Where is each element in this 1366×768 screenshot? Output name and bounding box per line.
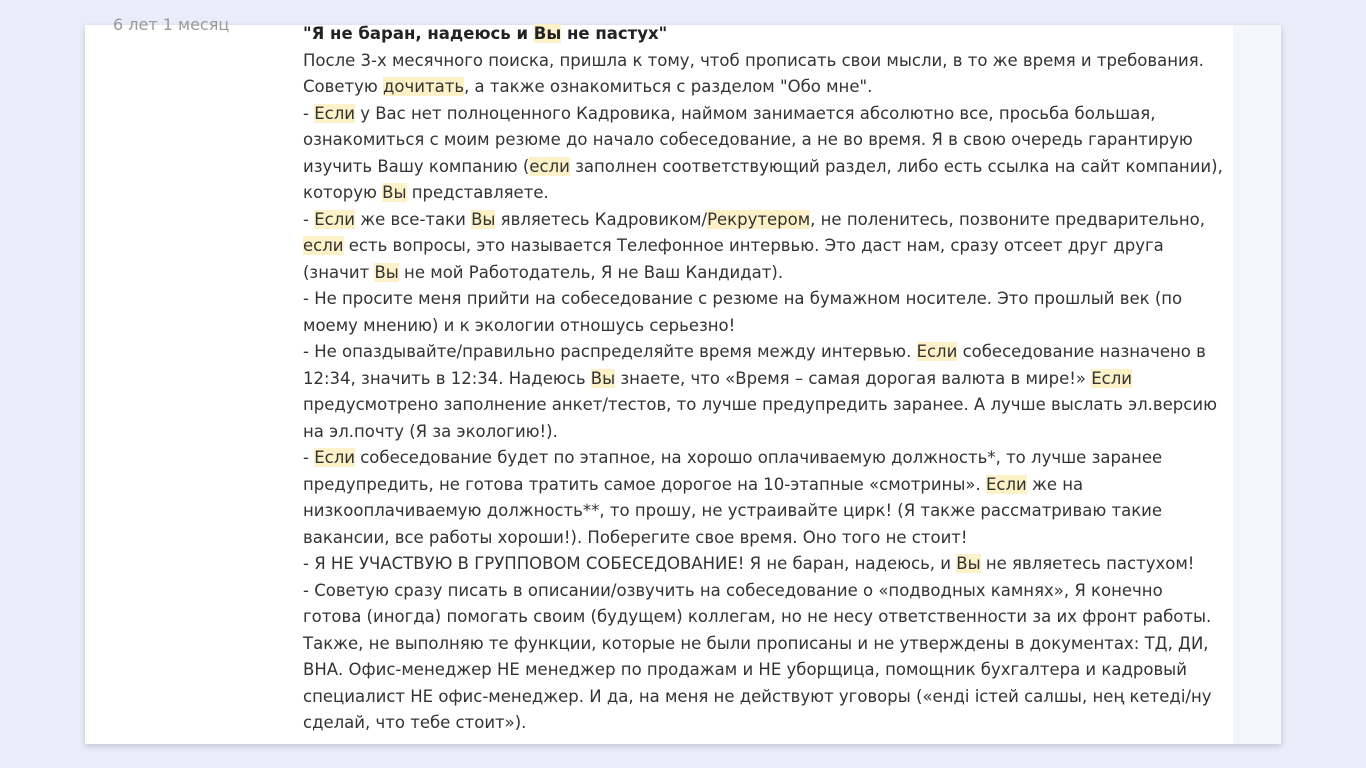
text-segment: Советую bbox=[303, 77, 384, 96]
text-segment: (значит bbox=[303, 262, 375, 282]
resume-card bbox=[85, 15, 1281, 744]
text-segment: Также, не выполняю те функции, которые не были прописаны и не утверждены в документах: ТД, ДИ, bbox=[303, 633, 1209, 653]
search-highlight: Если bbox=[1091, 368, 1133, 388]
text-segment: специалист НЕ офис-менеджер. И да, на меня не действуют уговоры («енді істей салшы, нең кетеді/ну bbox=[303, 686, 1212, 706]
text-line bbox=[303, 631, 1209, 658]
text-segment: не являетесь пастухом! bbox=[980, 554, 1195, 573]
text-line bbox=[303, 445, 1203, 472]
text-line bbox=[303, 313, 1203, 340]
text-segment: готова (иногда) помогать своим (будущем) коллегам, но не несу ответственности за их фронт работы. bbox=[303, 607, 1212, 626]
text-segment: После 3-х месячного поиска, пришла к тому, чтоб прописать свои мысли, в то же время и требования. bbox=[303, 50, 1204, 70]
search-highlight: Если bbox=[314, 103, 355, 123]
search-highlight: Вы bbox=[956, 554, 981, 573]
text-segment: "Я не баран, надеюсь и bbox=[303, 24, 534, 43]
text-segment: являетесь Кадровиком/ bbox=[495, 209, 708, 229]
text-segment: - Советую сразу писать в описании/озвучить на собеседование о «подводных камнях», Я конечно bbox=[303, 580, 1163, 600]
text-segment: представляете. bbox=[406, 183, 549, 202]
text-line bbox=[303, 48, 1203, 75]
text-segment: - Не опаздывайте/правильно распределяйте время между интервью. bbox=[303, 342, 917, 361]
search-highlight: Если bbox=[314, 209, 355, 229]
text-line bbox=[303, 525, 1203, 552]
search-highlight: Если bbox=[314, 448, 355, 467]
search-highlight: Рекрутером bbox=[707, 209, 811, 229]
text-segment: сделай, что тебе стоит»). bbox=[303, 713, 527, 732]
experience-duration: 6 лет 1 месяц bbox=[113, 15, 230, 34]
text-segment: - bbox=[303, 448, 315, 467]
text-segment: знаете, что «Время – самая дорогая валюта в мире!» bbox=[615, 368, 1092, 388]
search-highlight: Если bbox=[985, 474, 1027, 494]
text-line bbox=[303, 498, 1203, 525]
search-highlight: Вы bbox=[590, 368, 616, 388]
text-line bbox=[303, 710, 1203, 737]
text-line bbox=[303, 339, 1206, 366]
text-segment: собеседование назначено в bbox=[957, 342, 1206, 361]
text-line bbox=[303, 154, 1223, 181]
text-line bbox=[303, 419, 1203, 446]
text-segment: вакансии, все работы хороши!). Поберегите свое время. Оно того не стоит! bbox=[303, 527, 968, 547]
text-segment: же на bbox=[1026, 474, 1084, 494]
text-segment: , а также ознакомиться с разделом "Обо мне". bbox=[464, 77, 873, 96]
text-line bbox=[303, 180, 1203, 207]
search-highlight: Вы bbox=[471, 209, 496, 229]
text-segment: которую bbox=[303, 183, 383, 202]
search-highlight: Вы bbox=[533, 24, 562, 43]
text-segment: 12:34, значить в 12:34. Надеюсь bbox=[303, 368, 591, 388]
text-segment: - bbox=[303, 209, 315, 229]
text-line bbox=[303, 101, 1203, 128]
text-segment: ВНА. Офис-менеджер НЕ менеджер по продажам и НЕ уборщица, помощник бухгалтера и кадровый bbox=[303, 660, 1187, 679]
text-segment: у Вас нет полноценного Кадровика, наймом занимается абсолютно все, просьба большая, bbox=[354, 103, 1156, 123]
text-segment: собеседование будет по этапное, на хорошо оплачиваемую должность*, то лучше заранее bbox=[354, 448, 1163, 467]
text-segment: - Я НЕ УЧАСТВУЮ В ГРУППОВОМ СОБЕСЕДОВАНИЕ! Я не баран, надеюсь, и bbox=[303, 554, 957, 573]
text-line bbox=[303, 260, 1203, 287]
text-segment: - bbox=[303, 103, 315, 123]
text-line bbox=[303, 286, 1203, 313]
text-segment: моему мнению) и к экологии отношусь серьезно! bbox=[303, 315, 736, 335]
text-line bbox=[303, 578, 1203, 605]
text-line bbox=[303, 551, 1203, 578]
text-line bbox=[303, 366, 1203, 393]
search-highlight: дочитать bbox=[383, 77, 465, 96]
text-line bbox=[303, 684, 1212, 711]
text-segment: на эл.почту (Я за экологию!). bbox=[303, 421, 558, 441]
text-segment: - Не просите меня прийти на собеседование с резюме на бумажном носителе. Это прошлый век (по bbox=[303, 289, 1183, 308]
text-segment: же все-таки bbox=[354, 209, 472, 229]
text-segment: есть вопросы, это называется Телефонное интервью. Это даст нам, сразу отсеет друг друга bbox=[343, 236, 1164, 255]
headline bbox=[303, 21, 1203, 48]
text-line bbox=[303, 657, 1203, 684]
text-line bbox=[303, 604, 1212, 631]
text-line bbox=[303, 74, 1203, 101]
text-line bbox=[303, 127, 1203, 154]
text-line bbox=[303, 207, 1203, 234]
right-gutter bbox=[1233, 25, 1281, 744]
search-highlight: если bbox=[303, 236, 344, 255]
search-highlight: Если bbox=[916, 342, 958, 361]
search-highlight: Вы bbox=[374, 262, 399, 282]
text-segment: заполнен соответствующий раздел, либо есть ссылка на сайт компании), bbox=[569, 156, 1223, 176]
text-segment: , не поленитесь, позвоните предварительно, bbox=[810, 209, 1205, 229]
text-segment: изучить Вашу компанию ( bbox=[303, 156, 530, 176]
text-segment: не пастух" bbox=[561, 24, 668, 43]
text-segment: ознакомиться с моим резюме до начало собеседование, а не во время. Я в свою очередь гарантирую bbox=[303, 130, 1193, 149]
text-line bbox=[303, 472, 1203, 499]
about-text bbox=[303, 24, 1223, 737]
search-highlight: Вы bbox=[382, 183, 407, 202]
text-segment: не мой Работодатель, Я не Ваш Кандидат). bbox=[398, 262, 784, 282]
text-line bbox=[303, 392, 1217, 419]
search-highlight: если bbox=[529, 156, 570, 176]
text-segment: предусмотрено заполнение анкет/тестов, то лучше предупредить заранее. А лучше выслать эл.версию bbox=[303, 395, 1217, 414]
text-line bbox=[303, 233, 1203, 260]
text-segment: предупредить, не готова тратить самое дорогое на 10-этапные «смотрины». bbox=[303, 474, 986, 494]
text-segment: низкооплачиваемую должность**, то прошу, не устраивайте цирк! (Я также рассматриваю такие bbox=[303, 501, 1163, 520]
